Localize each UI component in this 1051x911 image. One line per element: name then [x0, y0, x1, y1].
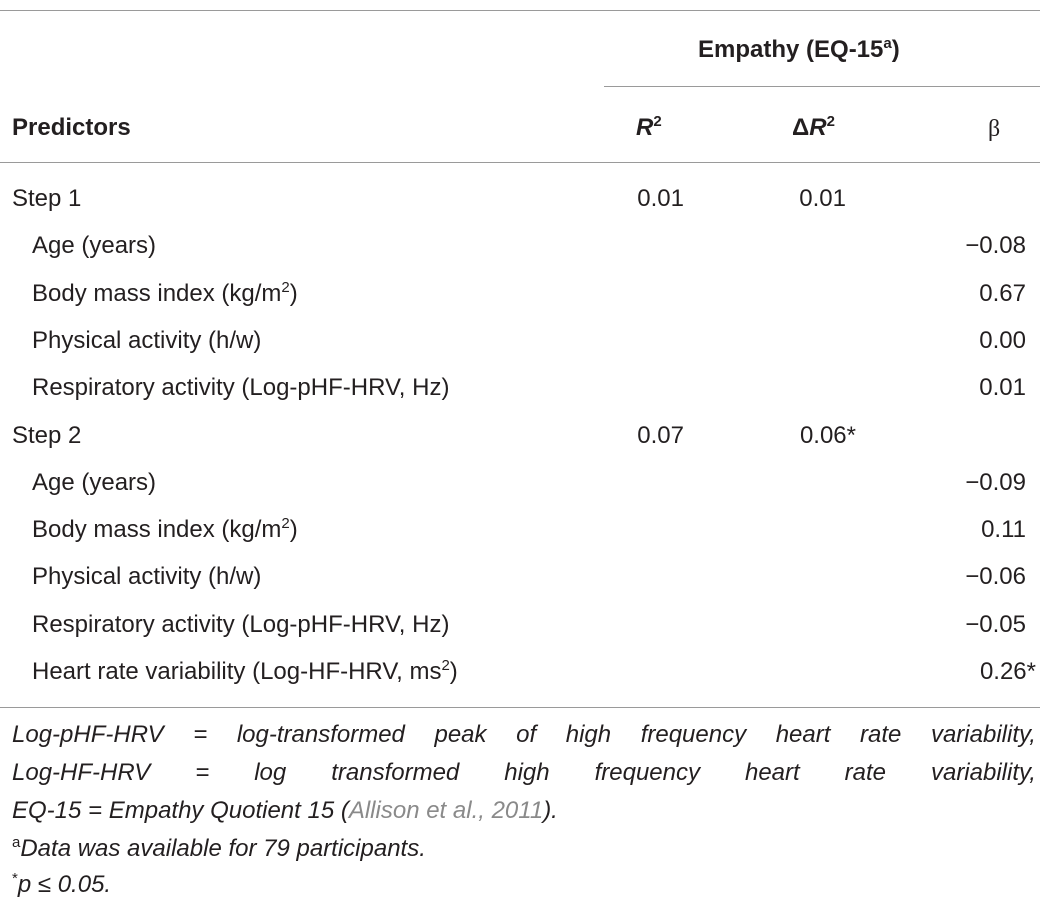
footnote-star-marker: *	[12, 870, 18, 887]
r2-letter: R	[636, 114, 654, 141]
label-text: Step 2	[12, 422, 82, 449]
label-text: Respiratory activity (Log-pHF-HRV, Hz)	[32, 374, 450, 401]
citation-link[interactable]: Allison et al., 2011	[348, 797, 544, 824]
label-text: Heart rate variability (Log-HF-HRV, ms	[32, 658, 442, 685]
beta-cell: −0.08	[965, 232, 1026, 259]
footnote-word: frequency	[594, 759, 700, 786]
group-label: Empathy (EQ-15	[698, 36, 884, 63]
footnote-word: log-transformed	[236, 721, 405, 748]
label-text: Age (years)	[32, 232, 157, 259]
table-top-rule	[0, 10, 1040, 11]
delta-r2-letter: R	[809, 114, 827, 141]
label-text: Body mass index (kg/m	[32, 516, 282, 543]
footnote-star	[12, 870, 111, 900]
label-text: Age (years)	[32, 469, 157, 496]
beta-cell: 0.11	[981, 516, 1026, 543]
footnote-word: log	[254, 759, 287, 786]
header-delta-r2	[792, 114, 835, 142]
step-label	[12, 184, 81, 214]
predictor-label	[32, 562, 261, 592]
delta-r2-cell: 0.06*	[799, 422, 856, 449]
predictor-label	[32, 468, 156, 498]
label-text: Physical activity (h/w)	[32, 327, 262, 354]
delta-r2-sup: 2	[826, 113, 835, 130]
label-sup: 2	[441, 657, 450, 674]
label-sup: 2	[281, 515, 290, 532]
footnote-word: rate	[860, 721, 902, 748]
footnote-star-text: p ≤ 0.05.	[17, 871, 112, 898]
label-text: Respiratory activity (Log-pHF-HRV, Hz)	[32, 611, 450, 638]
footnote-word: high	[565, 721, 612, 748]
beta-cell: 0.26*	[979, 658, 1036, 685]
beta-cell: 0.67	[979, 280, 1026, 307]
group-underline	[604, 86, 1040, 87]
footnote-a-text: Data was available for 79 participants.	[20, 835, 426, 862]
beta-cell: 0.01	[979, 374, 1026, 401]
predictor-label	[32, 373, 449, 403]
beta-cell: −0.05	[965, 611, 1026, 638]
step-label	[12, 421, 81, 451]
footnote-close: ).	[543, 797, 558, 824]
footnote-word: heart	[775, 721, 831, 748]
footnote-word: peak	[434, 721, 487, 748]
header-bottom-rule	[0, 162, 1040, 163]
footnote-line-3	[12, 796, 558, 826]
footnote-word: high	[504, 759, 550, 786]
label-close: )	[449, 658, 458, 685]
footnote-word: heart	[744, 759, 800, 786]
footnote-a-marker: a	[12, 834, 21, 851]
header-r2	[636, 114, 662, 142]
footnote-a	[12, 834, 426, 864]
footnote-word: frequency	[640, 721, 747, 748]
footnote-word: variability,	[930, 721, 1036, 748]
predictor-label	[32, 515, 298, 545]
predictor-label	[32, 657, 458, 687]
table-bottom-rule	[0, 707, 1040, 708]
footnote-line-1	[12, 720, 1036, 750]
r2-cell: 0.07	[637, 422, 684, 449]
label-close: )	[289, 280, 298, 307]
footnote-word: transformed	[331, 759, 460, 786]
label-text: Body mass index (kg/m	[32, 280, 282, 307]
footnote-word: Log-pHF-HRV	[12, 721, 164, 748]
group-sup: a	[883, 35, 892, 52]
footnote-text: EQ-15 = Empathy Quotient 15 (	[12, 797, 349, 824]
group-close: )	[891, 36, 900, 63]
header-beta: β	[988, 116, 1001, 142]
header-predictors: Predictors	[12, 114, 131, 141]
label-close: )	[289, 516, 298, 543]
label-text: Physical activity (h/w)	[32, 563, 262, 590]
footnote-word: =	[195, 759, 210, 786]
footnote-word: =	[193, 721, 208, 748]
footnote-line-2	[12, 758, 1036, 788]
label-sup: 2	[281, 279, 290, 296]
label-text: Step 1	[12, 185, 82, 212]
predictor-label	[32, 231, 156, 261]
footnote-word: variability,	[930, 759, 1036, 786]
footnote-word: Log-HF-HRV	[12, 759, 151, 786]
r2-cell: 0.01	[637, 185, 684, 212]
delta-r2-cell: 0.01	[799, 185, 846, 212]
footnote-word: rate	[844, 759, 886, 786]
beta-cell: −0.06	[965, 563, 1026, 590]
delta-symbol: Δ	[792, 114, 810, 141]
column-group-header	[698, 36, 900, 64]
footnote-word: of	[516, 721, 537, 748]
r2-sup: 2	[653, 113, 662, 130]
predictor-label	[32, 326, 261, 356]
beta-cell: 0.00	[979, 327, 1026, 354]
predictor-label	[32, 279, 298, 309]
beta-cell: −0.09	[965, 469, 1026, 496]
predictor-label	[32, 610, 449, 640]
